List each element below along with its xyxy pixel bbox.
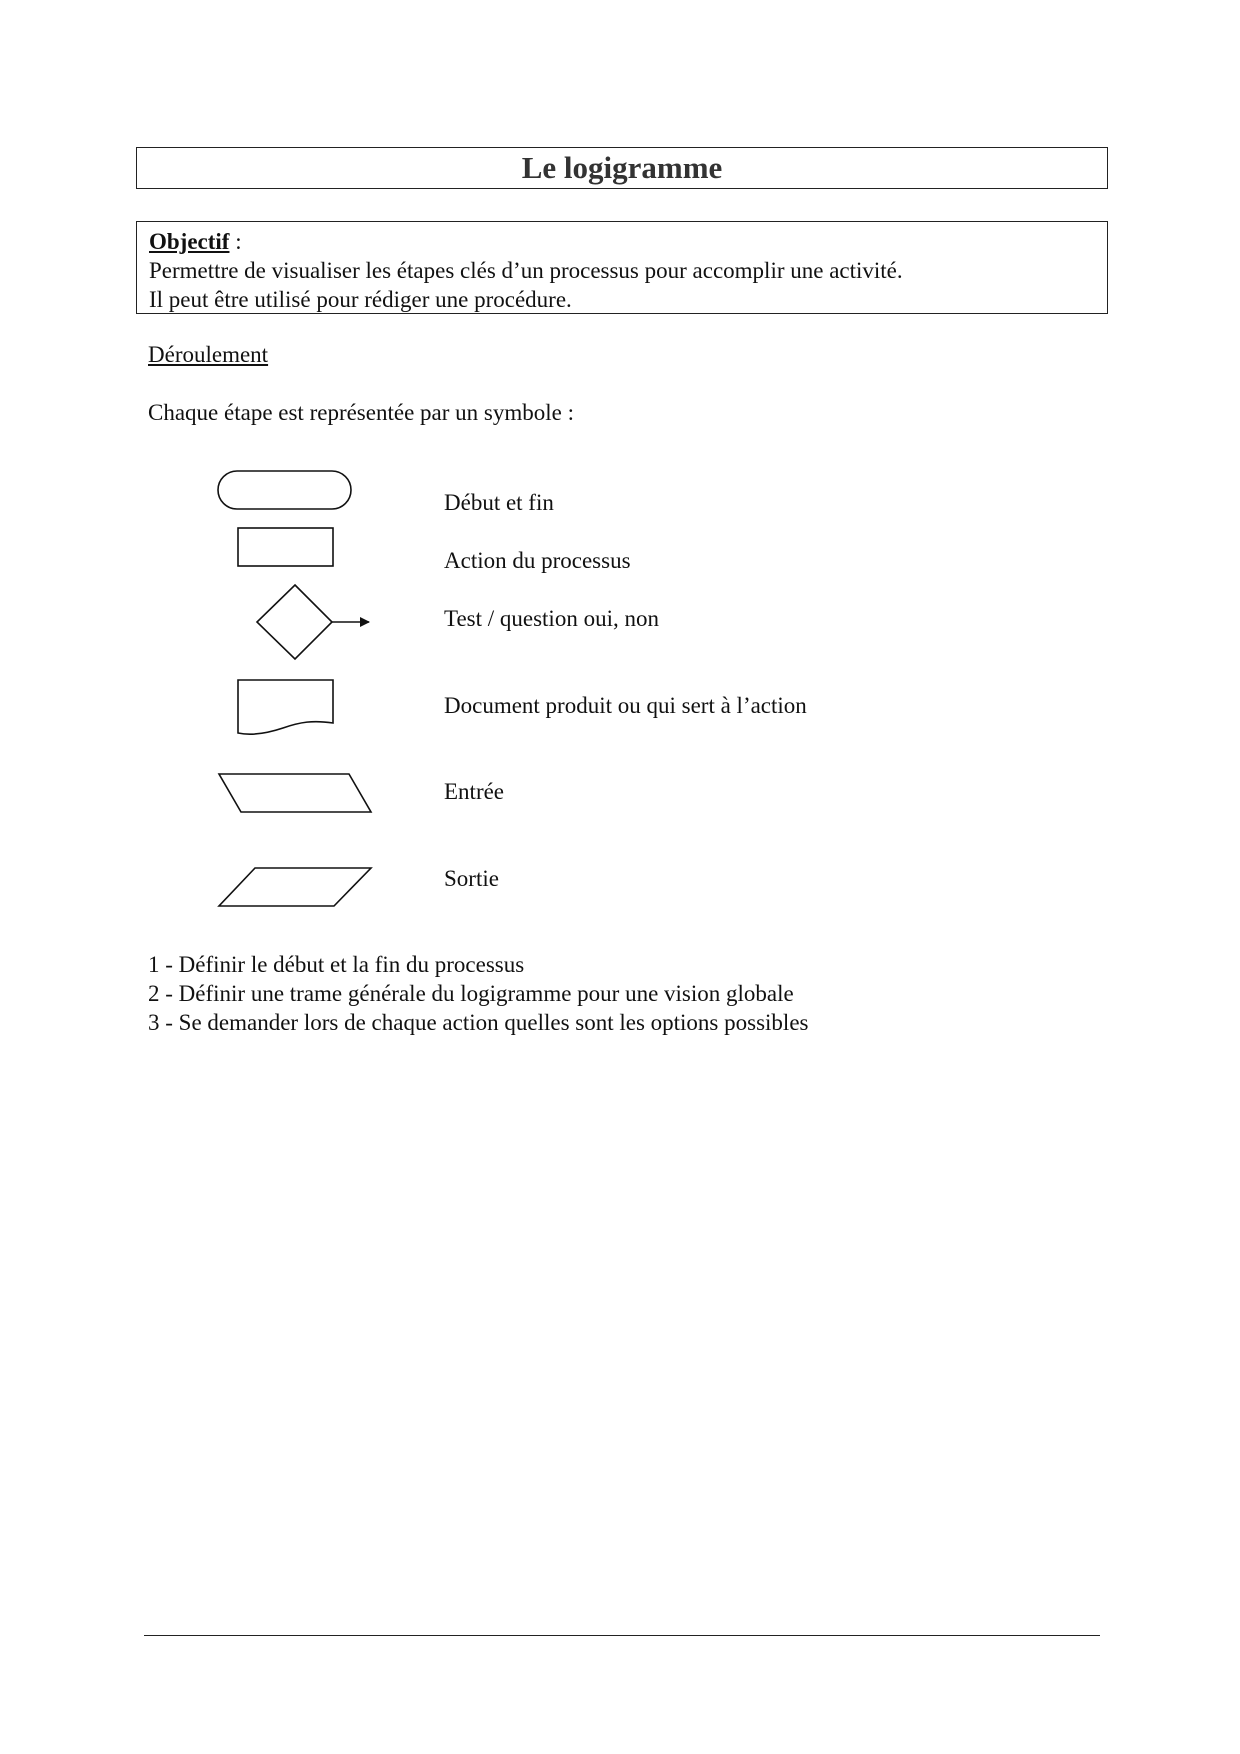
title-box: [136, 147, 1108, 189]
output-icon: [219, 868, 371, 906]
objective-box: [136, 221, 1108, 314]
decision-icon: [257, 585, 369, 659]
deroulement-heading: Déroulement: [148, 342, 269, 367]
list-item: 1 - Définir le début et la fin du processus: [148, 952, 525, 977]
objective-line-1: Permettre de visualiser les étapes clés d’un processus pour accomplir une activité.: [149, 258, 903, 283]
document-label: Document produit ou qui sert à l’action: [444, 693, 807, 718]
list-item: 3 - Se demander lors de chaque action quelles sont les options possibles: [148, 1010, 809, 1035]
objective-line-2: Il peut être utilisé pour rédiger une procédure.: [149, 287, 572, 312]
deroulement-intro: Chaque étape est représentée par un symbole :: [148, 400, 574, 425]
objective-colon: :: [229, 229, 242, 254]
steps-list: [148, 950, 808, 1037]
process-icon: [238, 528, 333, 566]
terminal-label: Début et fin: [444, 490, 554, 515]
document-icon: [238, 680, 333, 734]
decision-label: Test / question oui, non: [444, 606, 659, 631]
input-icon: [219, 774, 371, 812]
input-label: Entrée: [444, 779, 505, 804]
objective-label: Objectif: [149, 229, 230, 254]
footer-rule: [144, 1635, 1100, 1636]
output-label: Sortie: [444, 866, 499, 891]
list-item: 2 - Définir une trame générale du logigramme pour une vision globale: [148, 981, 794, 1006]
page-title: Le logigramme: [521, 150, 723, 185]
objective-heading: [149, 227, 1095, 256]
process-label: Action du processus: [444, 548, 631, 573]
terminal-icon: [218, 471, 351, 509]
